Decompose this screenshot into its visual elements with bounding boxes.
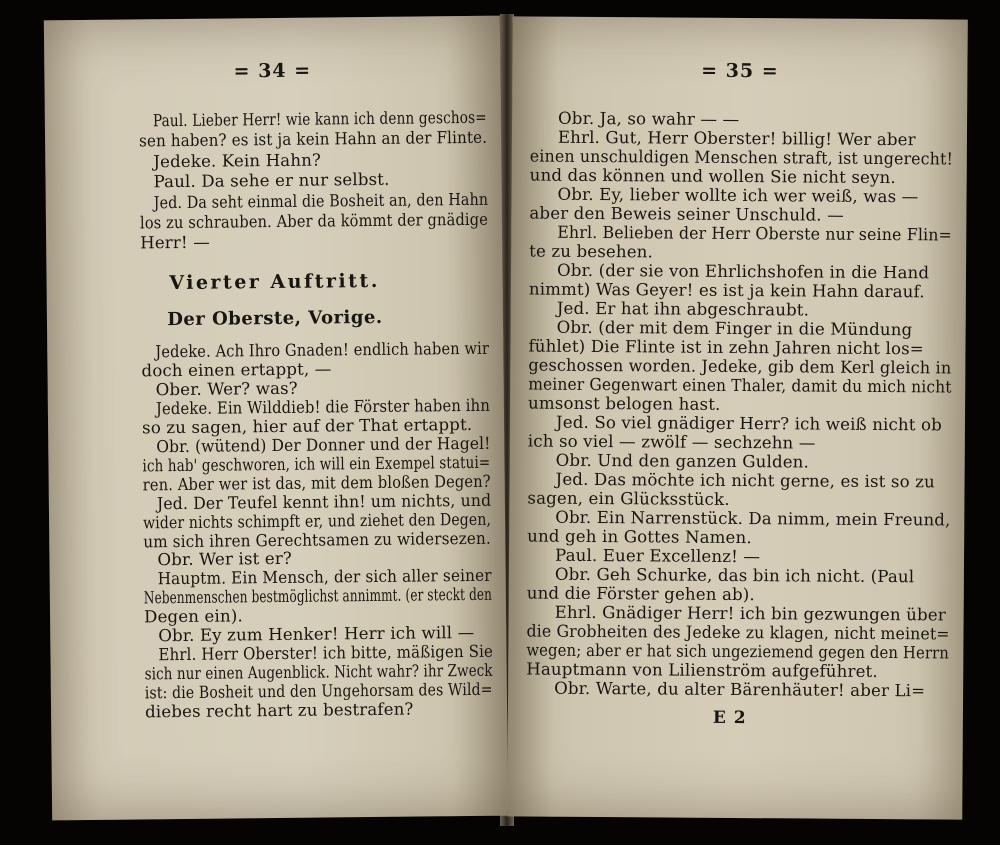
left-text-block-bottom — [44, 16, 508, 821]
text-line: los zu schrauben. Aber da kömmt der gnädige — [139, 209, 489, 233]
text-line: Jedeke. Ach Ihro Gnaden! endlich haben wir — [155, 338, 490, 362]
left-page — [44, 16, 508, 821]
text-line: sen haben? es ist ja kein Hahn an der Flinte. — [138, 128, 488, 151]
text-line: Degen ein). — [143, 606, 243, 627]
text-line: um sich ihren Gerechtsamen zu widersezen. — [143, 528, 491, 551]
text-line: Paul. Lieber Herr! wie kann ich denn geschos= — [152, 107, 487, 131]
text-line: ich hab' geschworen, ich will ein Exempel statui= — [142, 452, 491, 476]
text-line: Ehrl. Gut, Herr Oberster! billig! Wer aber — [557, 127, 916, 150]
text-line: Jedeke. Ein Wilddieb! die Förster haben ihn — [155, 395, 491, 419]
page-number-left: = 34 = — [233, 59, 312, 83]
text-line: Obr. Ja, so wahr — — — [558, 108, 740, 130]
right-page — [507, 16, 968, 819]
text-line: und geh in Gottes Namen. — [527, 526, 752, 548]
text-line: und das können und wollen Sie nicht seyn. — [529, 165, 896, 188]
text-line: Paul. Euer Excellenz! — — [554, 545, 761, 567]
text-line: diebes recht hart zu bestrafen? — [144, 699, 414, 722]
text-line: umsonst belogen hast. — [528, 393, 721, 414]
text-line: meiner Gegenwart einen Thaler, damit du mich nicht — [528, 374, 952, 397]
text-line: Obr. Wer ist er? — [157, 549, 293, 570]
text-line: doch einen ertappt, — — [141, 359, 332, 381]
text-line: Obr. Geh Schurke, das bin ich nicht. (Paul — [554, 564, 915, 587]
text-line: Jed. Der Teufel kennt ihn! um nichts, und — [156, 490, 492, 513]
text-line: ich so viel — zwölf — sechzehn — — [527, 431, 816, 453]
text-line: wider nichts schimpft er, und ziehet den Degen, — [142, 509, 492, 532]
text-line: so zu sagen, hier auf der That ertappt. — [141, 414, 473, 438]
text-line: Ehrl. Belieben der Herr Oberste nur seine Flin= — [557, 222, 953, 245]
text-line: Obr. (der sie von Ehrlichshofen in die Hand — [556, 260, 930, 283]
text-line: Obr. Ein Narrenstück. Da nimm, mein Freund, — [555, 507, 951, 530]
text-line: Jed. Das möchte ich nicht gerne, es ist so zu — [555, 469, 935, 492]
text-line: sagen, ein Glücksstück. — [527, 488, 730, 509]
page-number-right: = 35 = — [701, 59, 779, 83]
text-line: wegen; aber er hat sich ungeziemend gegen den Herrn — [526, 640, 950, 663]
text-line: Ehrl. Gnädiger Herr! ich bin gezwungen über — [554, 602, 946, 625]
text-line: Jed. Er hat ihn abgeschraubt. — [556, 298, 810, 320]
right-text-block — [507, 16, 968, 819]
text-line: Paul. Da sehe er nur selbst. — [153, 169, 390, 192]
text-line: Nebenmenschen bestmöglichst annimmt. (er steckt den — [143, 585, 493, 608]
printer-signature: E 2 — [712, 707, 747, 729]
text-line: te zu besehen. — [529, 241, 654, 262]
text-line: und die Förster gehen ab). — [526, 583, 755, 605]
text-line: Jed. So viel gnädiger Herr? ich weiß nicht ob — [555, 412, 943, 435]
text-line: Obr. Ey zum Henker! Herr ich will — — [158, 623, 475, 646]
text-line: sich nur einen Augenblick. Nicht wahr? ihr Zweck — [144, 660, 493, 684]
scene-title: Vierter Auftritt. — [169, 269, 380, 295]
text-line: Obr. (der mit dem Finger in die Mündung — [556, 317, 913, 340]
scene-cast: Der Oberste, Vorige. — [167, 306, 383, 331]
text-line: die Grobheiten des Jedeke zu klagen, nicht meinet= — [526, 621, 950, 644]
text-line: Ehrl. Herr Oberster! ich bitte, mäßigen Sie — [158, 641, 494, 665]
text-line: Jed. Da seht einmal die Bosheit an, den Hahn — [153, 189, 489, 212]
text-line: aber den Beweis seiner Unschuld. — — [529, 203, 844, 225]
text-line: fühlet) Die Flinte ist in zehn Jahren nicht los= — [528, 336, 924, 359]
text-line: Ober. Wer? was? — [155, 378, 298, 400]
text-line: nimmt) Was Geyer! es ist ja kein Hahn darauf. — [528, 279, 925, 302]
text-line: geschossen worden. Jedeke, gib dem Kerl gleich in — [528, 355, 952, 378]
text-line: einen unschuldigen Menschen straft, ist ungerecht! — [529, 146, 954, 169]
text-line: Obr. Warte, du alter Bärenhäuter! aber Li= — [554, 678, 926, 701]
text-line: Hauptmann von Lilienström aufgeführet. — [526, 659, 878, 681]
text-line: Obr. Und den ganzen Gulden. — [555, 450, 810, 472]
text-line: ist: die Bosheit und den Ungehorsam des Wild= — [144, 679, 493, 703]
text-line: Obr. Ey, lieber wollte ich wer weiß, was — — [557, 184, 919, 207]
text-line: Herr! — — [140, 233, 211, 253]
text-line: Obr. (wütend) Der Donner und der Hagel! — [156, 433, 491, 457]
text-line: Hauptm. Ein Mensch, der sich aller seiner — [157, 566, 492, 589]
text-line: Jedeke. Kein Hahn? — [153, 150, 322, 172]
text-line: ren. Aber wer ist das, mit dem bloßen Degen? — [142, 471, 491, 495]
